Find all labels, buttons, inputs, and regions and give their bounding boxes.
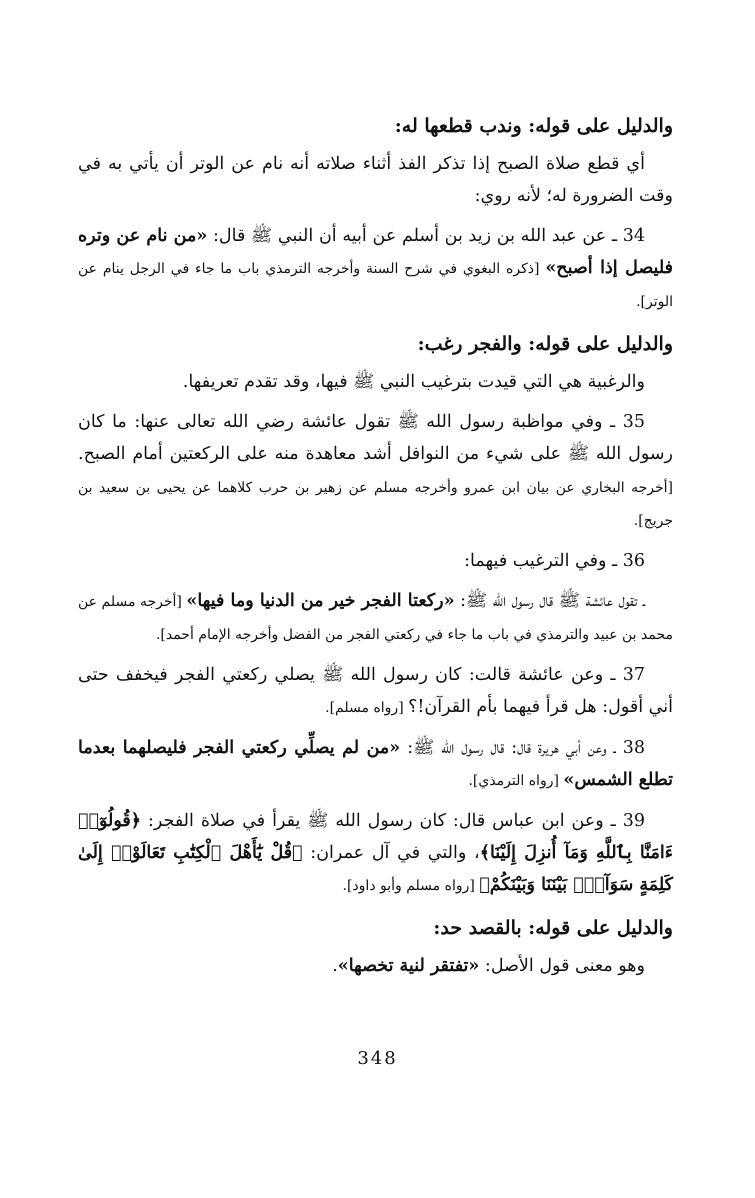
hadith-39-connector: ، والتي في آل عمران: bbox=[302, 843, 480, 863]
hadith-38-reference: [رواه الترمذي]. bbox=[468, 773, 564, 789]
section-heading-witr: والدليل على قوله: وندب قطعها له: bbox=[394, 115, 673, 137]
hadith-36-body bbox=[78, 585, 673, 651]
hadith-37 bbox=[78, 659, 673, 724]
hadith-37-text: 37 ـ وعن عائشة قالت: كان رسول الله ﷺ يصلي ركعتي الفجر فيخفف حتى أني أقول: هل قرأ فيهما بأم القرآن!؟ bbox=[78, 665, 673, 717]
hadith-36-reference: [أخرجه مسلم عن محمد بن عبيد والترمذي في باب ما جاء في ركعتي الفجر من الفضل وأخرجه الإمام أحمد]. bbox=[78, 594, 673, 643]
section-heading-niyya: والدليل على قوله: بالقصد حد: bbox=[433, 917, 673, 939]
hadith-34-reference: [ذكره البغوي في شرح السنة وأخرجه الترمذي باب ما جاء في الرجل ينام عن الوتر]. bbox=[78, 261, 673, 310]
section-heading-fajr: والدليل على قوله: والفجر رغب: bbox=[417, 333, 673, 355]
paragraph-niyya-end: . bbox=[332, 956, 338, 976]
hadith-34-quote: «من نام عن وتره فليصل إذا أصبح» bbox=[78, 226, 673, 278]
hadith-38-quote: «من لم يصلِّي ركعتي الفجر فليصلهما بعدما تطلع الشمس» bbox=[78, 738, 673, 790]
hadith-34 bbox=[78, 220, 673, 318]
hadith-39-text: 39 ـ وعن ابن عباس قال: كان رسول الله ﷺ يقرأ في صلاة الفجر: bbox=[141, 811, 645, 831]
hadith-39 bbox=[78, 805, 673, 902]
quran-verse-baqara: ﴿قُولُوٓا۟ ءَامَنَّا بِٱللَّهِ وَمَآ أُنزِلَ إِلَيْنَا﴾ bbox=[78, 811, 673, 863]
paragraph-raghiba: والرغبية هي التي قيدت بترغيب النبي ﷺ فيها، وقد تقدم تعريفها. bbox=[182, 372, 645, 392]
hadith-35-reference: [أخرجه البخاري عن بيان ابن عمرو وأخرجه مسلم عن زهير بن حرب كلاهما عن يحيى بن سعيد بن جريج]. bbox=[78, 480, 673, 529]
hadith-39-reference: [رواه مسلم وأبو داود]. bbox=[342, 878, 480, 894]
hadith-34-text: 34 ـ عن عبد الله بن زيد بن أسلم عن أبيه أن النبي ﷺ قال: bbox=[207, 226, 645, 246]
hadith-36-quote: «ركعتا الفجر خير من الدنيا وما فيها» bbox=[186, 591, 455, 611]
paragraph-niyya-quote: «تفتقر لنية تخصها» bbox=[337, 956, 480, 976]
paragraph-witr-explanation: أي قطع صلاة الصبح إذا تذكر الفذ أثناء صلاته أنه نام عن الوتر أن يأتي به في وقت الضرورة له؛ لأنه روي: bbox=[78, 154, 673, 206]
hadith-35-text: 35 ـ وفي مواظبة رسول الله ﷺ تقول عائشة رضي الله تعالى عنها: ما كان رسول الله ﷺ على شيء من النوافل أشد معاهدة منه على الركعتين أمام الصبح. bbox=[78, 412, 673, 464]
paragraph-niyya bbox=[78, 950, 673, 982]
hadith-35 bbox=[78, 406, 673, 537]
paragraph-niyya-text: وهو معنى قول الأصل: bbox=[479, 956, 645, 976]
hadith-37-reference: [رواه مسلم]. bbox=[325, 700, 409, 716]
page-number: 348 bbox=[357, 1048, 398, 1069]
hadith-38-text: 38 ـ وعن أبي هريرة قال: قال رسول الله ﷺ: bbox=[400, 738, 645, 758]
hadith-38 bbox=[78, 732, 673, 797]
quran-verse-al-imran: ﴿قُلْ يَٰٓأَهْلَ ٱلْكِتَٰبِ تَعَالَوْا۟ إِلَىٰ كَلِمَةٍ سَوَآءٍۭ بَيْنَنَا وَبَيْنَكُمْ﴾ bbox=[78, 843, 673, 895]
hadith-36-text: ـ تقول عائشة ﷺ قال رسول الله ﷺ: bbox=[454, 591, 645, 611]
hadith-36-intro: 36 ـ وفي الترغيب فيهما: bbox=[464, 551, 645, 571]
